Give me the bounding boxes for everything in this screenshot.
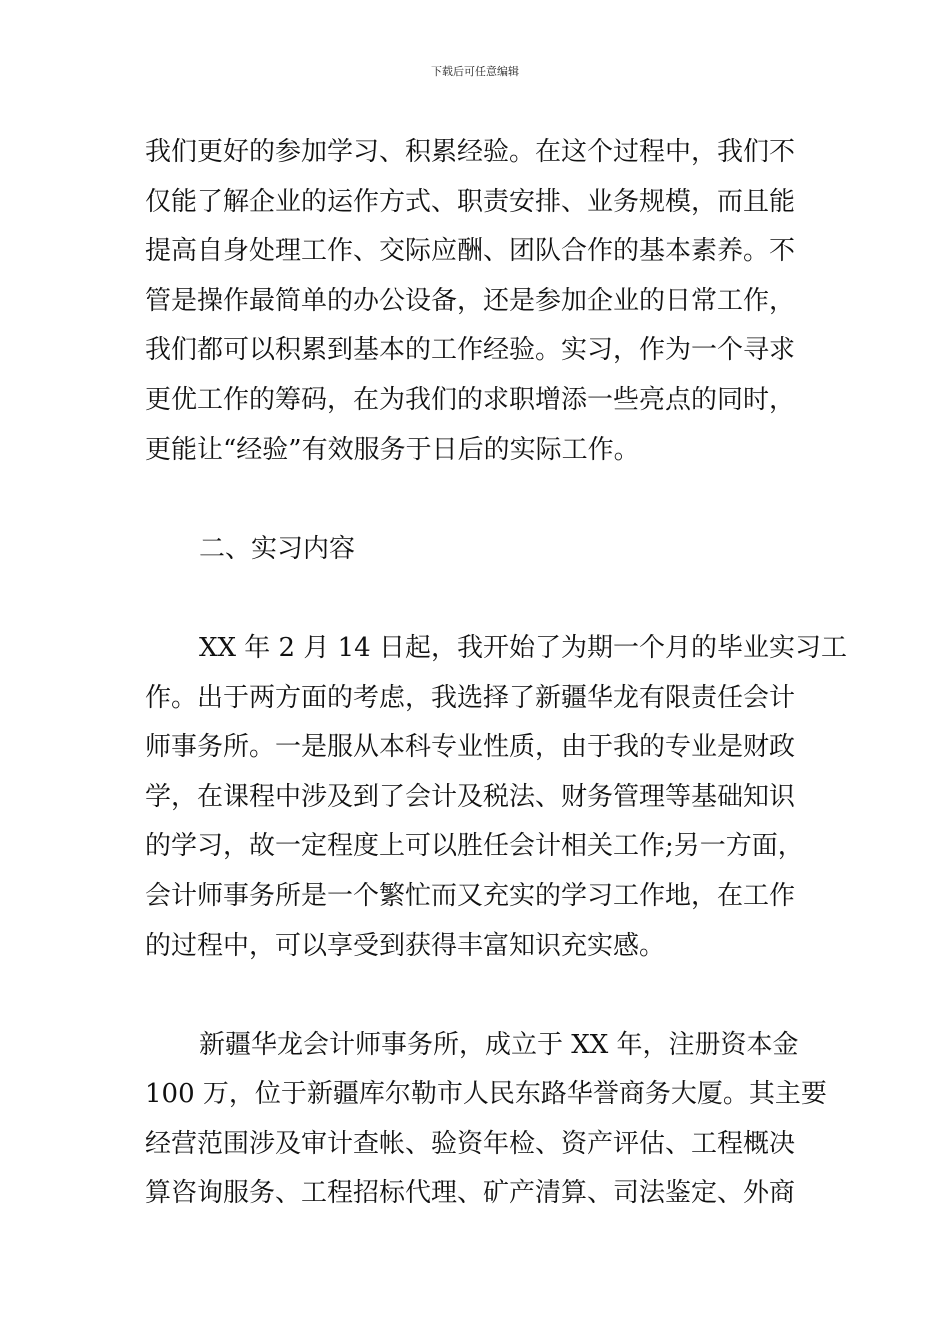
document-body <box>145 128 847 1219</box>
paragraph-firm <box>145 1021 827 1219</box>
text-line: 作。出于两方面的考虑，我选择了新疆华龙有限责任会计 <box>145 682 796 713</box>
text-line: XX 年 2 月 14 日起，我开始了为期一个月的毕业实习工 <box>199 632 847 663</box>
paragraph-intro <box>145 128 810 475</box>
text-line: 师事务所。一是服从本科专业性质，由于我的专业是财政 <box>145 732 796 763</box>
text-line: 我们都可以积累到基本的工作经验。实习，作为一个寻求 <box>145 335 796 366</box>
text-line: 的过程中，可以享受到获得丰富知识充实感。 <box>145 930 666 961</box>
paragraph-internship <box>145 624 847 971</box>
text-line: 会计师事务所是一个繁忙而又充实的学习工作地，在工作 <box>145 880 796 911</box>
section-heading <box>145 525 810 575</box>
text-line: 我们更好的参加学习、积累经验。在这个过程中，我们不 <box>145 137 796 167</box>
text-line: 100 万，位于新疆库尔勒市人民东路华誉商务大厦。其主要 <box>145 1079 827 1110</box>
paragraph-spacer <box>145 475 810 525</box>
text-line: 更能让“经验”有效服务于日后的实际工作。 <box>145 434 640 465</box>
text-line: 更优工作的筹码，在为我们的求职增添一些亮点的同时， <box>145 384 796 415</box>
paragraph-spacer <box>145 574 810 624</box>
page-header: 下载后可任意编辑 <box>431 65 519 78</box>
text-line: 提高自身处理工作、交际应酬、团队合作的基本素养。不 <box>145 236 796 267</box>
paragraph-spacer <box>145 971 810 1021</box>
text-line: 新疆华龙会计师事务所，成立于 XX 年，注册资本金 <box>199 1029 799 1060</box>
section-heading-text: 二、实习内容 <box>199 533 356 564</box>
text-line: 的学习，故一定程度上可以胜任会计相关工作;另一方面， <box>145 831 804 862</box>
text-line: 管是操作最简单的办公设备，还是参加企业的日常工作， <box>145 285 796 316</box>
text-line: 经营范围涉及审计查帐、验资年检、资产评估、工程概决 <box>145 1128 796 1159</box>
text-line: 算咨询服务、工程招标代理、矿产清算、司法鉴定、外商 <box>145 1178 796 1209</box>
text-line: 学，在课程中涉及到了会计及税法、财务管理等基础知识 <box>145 781 796 812</box>
text-line: 仅能了解企业的运作方式、职责安排、业务规模，而且能 <box>145 186 796 217</box>
